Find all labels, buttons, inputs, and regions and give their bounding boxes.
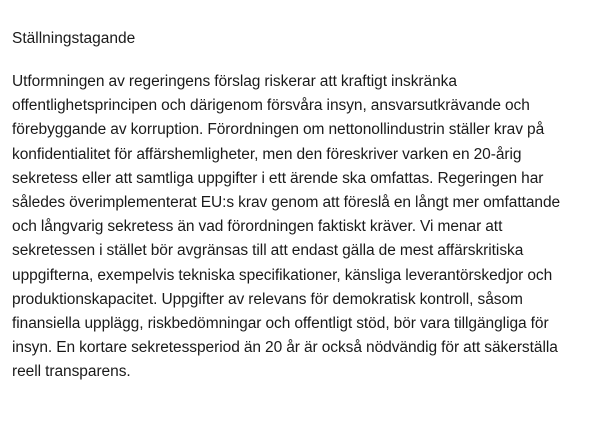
body-paragraph: Utformningen av regeringens förslag riskerar att kraftigt inskränka offentlighetsprincipen och därigenom försvåra insyn, ansvarsutkrävande och förebyggande av korruption. Förordningen om nettonollindustrin ställer krav på konfidentialitet för affärshemligheter, men den föreskriver varken en 20-årig sekretess eller att samtliga uppgifter i ett ärende ska omfattas. Regeringen har således överimplementerat EU:s krav genom att föreslå en långt mer omfattande och långvarig sekretess än vad förordningen faktiskt kräver. Vi menar att sekretessen i stället bör avgränsas till att endast gälla de mest affärskritiska uppgifterna, exempelvis tekniska specifikationer, känsliga leverantörskedjor och produktionskapacitet. Uppgifter av relevans för demokratisk kontroll, såsom finansiella upplägg, riskbedömningar och offentligt stöd, bör vara tillgängliga för insyn. En kortare sekretessperiod än 20 år är också nödvändig för att säkerställa reell transparens. (12, 73, 561, 381)
section-heading: Ställningstagande (12, 30, 136, 47)
